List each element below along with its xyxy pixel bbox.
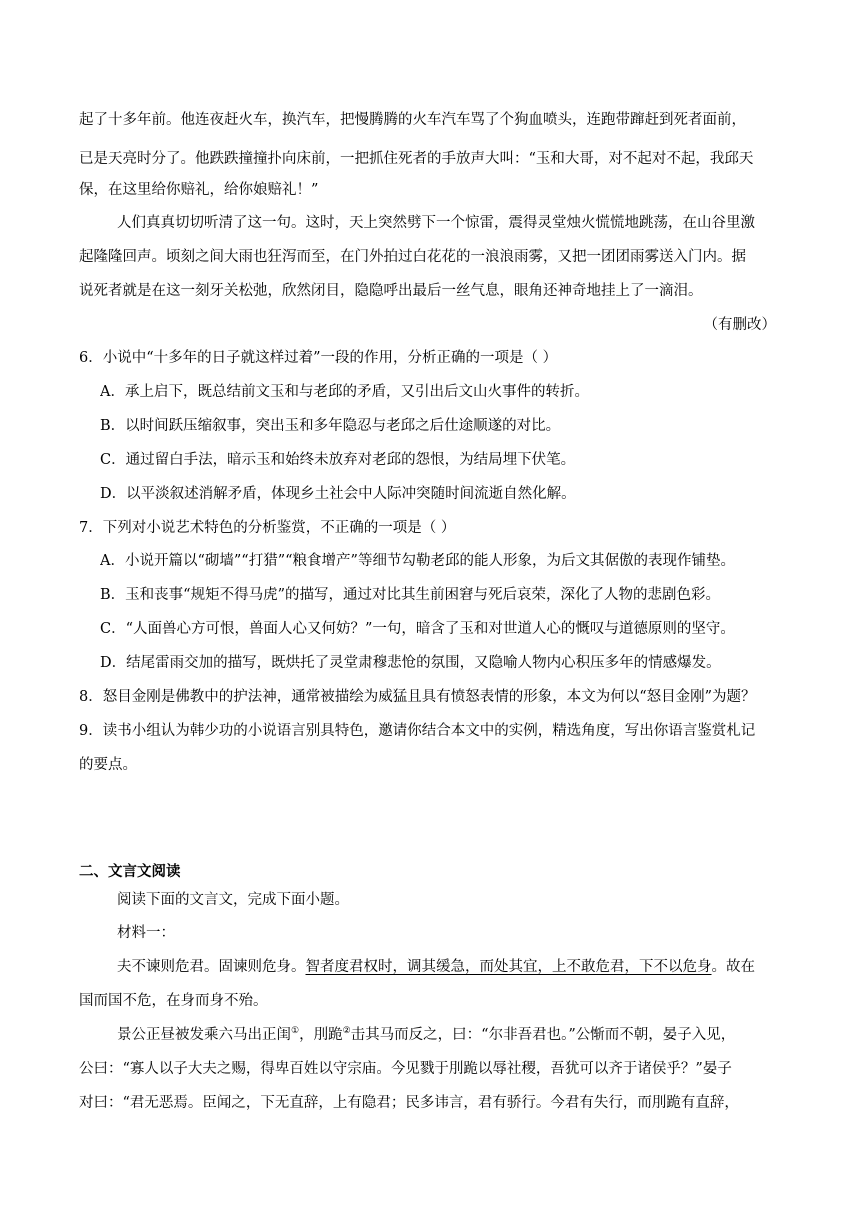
text-span: 景公正昼被发乘六马出正闺: [117, 1027, 291, 1043]
material-2-line-2: 公曰：“寡人以子大夫之赐，得卑百姓以守宗庙。今见戮于刖跪以辱社稷，吾犹可以齐于诸侯乎？”晏子: [79, 1061, 732, 1077]
q6-option-b: B．以时间跃压缩叙事，突出玉和多年隐忍与老邱之后仕途顺遂的对比。: [100, 418, 561, 434]
material-1-line-1: [117, 957, 784, 977]
question-7-stem: 7．下列对小说艺术特色的分析鉴赏，不正确的一项是（ ）: [79, 520, 456, 536]
story-line-6: 说死者就是在这一刻牙关松弛，欣然闭目，隐隐呼出最后一丝气息，眼角还神奇地挂上了一滴泪。: [79, 283, 703, 299]
q6-option-c: C．通过留白手法，暗示玉和始终未放弃对老邱的怨恨，为结局埋下伏笔。: [100, 452, 576, 468]
story-line-4: 人们真真切切听清了这一句。这时，天上突然劈下一个惊雷，震得灵堂烛火慌慌地跳荡，在山谷里激: [117, 215, 755, 231]
footnote-marker: ②: [342, 1026, 351, 1037]
material-2-line-1: [117, 1025, 784, 1045]
q7-option-a: A．小说开篇以“砌墙”“打猎”“粮食增产”等细节勾勒老邱的能人形象，为后文其倨傲的表现作铺垫。: [100, 553, 735, 569]
q6-option-a: A．承上启下，既总结前文玉和与老邱的矛盾，又引出后文山火事件的转折。: [100, 384, 589, 400]
text-span: 夫不谏则危君。固谏则危身。: [117, 959, 306, 975]
q7-option-b: B．玉和丧事“规矩不得马虎”的描写，通过对比其生前困窘与死后哀荣，深化了人物的悲剧色彩。: [100, 587, 720, 603]
q6-option-d: D．以平淡叙述消解矛盾，体现乡土社会中人际冲突随时间流逝自然化解。: [100, 486, 576, 502]
text-span: 。故在: [711, 959, 755, 975]
underlined-phrase-1: 智者度君权时，调其缓急，而处其宜，: [305, 959, 552, 975]
story-line-1: 起了十多年前。他连夜赶火车，换汽车，把慢腾腾的火车汽车骂了个狗血喷头，连跑带蹿赶到死者面前，: [79, 112, 746, 128]
section-intro: 阅读下面的文言文，完成下面小题。: [117, 892, 349, 908]
footnote-marker: ①: [291, 1026, 300, 1037]
story-line-3: 保，在这里给你赔礼，给你娘赔礼！”: [79, 182, 319, 198]
material-1-line-2: 国而国不危，在身而身不殆。: [79, 993, 268, 1009]
section-heading: 二、文言文阅读: [79, 864, 181, 880]
q7-option-d: D．结尾雷雨交加的描写，既烘托了灵堂肃穆悲怆的氛围，又隐喻人物内心积压多年的情感爆发。: [100, 655, 721, 671]
story-line-5: 起隆隆回声。顷刻之间大雨也狂泻而至，在门外拍过白花花的一浪浪雨雾，又把一团团雨雾送入门内。据: [79, 249, 746, 265]
question-9-line-2: 的要点。: [79, 757, 137, 773]
q7-option-c: C．“人面兽心方可恨，兽面人心又何妨？”一句，暗含了玉和对世道人心的慨叹与道德原则的坚守。: [100, 621, 735, 637]
underlined-phrase-2: 上不敢危君，下不以危身: [552, 959, 712, 975]
question-9-line-1: 9．读书小组认为韩少功的小说语言别具特色，邀请你结合本文中的实例，精选角度，写出你语言鉴赏札记: [79, 723, 756, 739]
material-2-line-3: 对曰：“君无恶焉。臣闻之，下无直辞，上有隐君；民多讳言，君有骄行。今君有失行，而刖跪有直辞，: [79, 1095, 739, 1111]
question-8: 8．怒目金刚是佛教中的护法神，通常被描绘为威猛且具有愤怒表情的形象，本文为何以“怒目金刚”为题？: [79, 689, 756, 705]
source-note: （有删改）: [703, 317, 776, 333]
text-span: ，刖跪: [299, 1027, 343, 1043]
material-label: 材料一：: [117, 925, 175, 941]
question-6-stem: 6．小说中“十多年的日子就这样过着”一段的作用，分析正确的一项是（ ）: [79, 350, 558, 366]
story-line-2: 已是天亮时分了。他跌跌撞撞扑向床前，一把抓住死者的手放声大叫：“玉和大哥，对不起对不起，我邱天: [79, 151, 754, 167]
text-span: 击其马而反之，曰：“尔非吾君也。”公惭而不朝，晏子入见，: [350, 1027, 736, 1043]
